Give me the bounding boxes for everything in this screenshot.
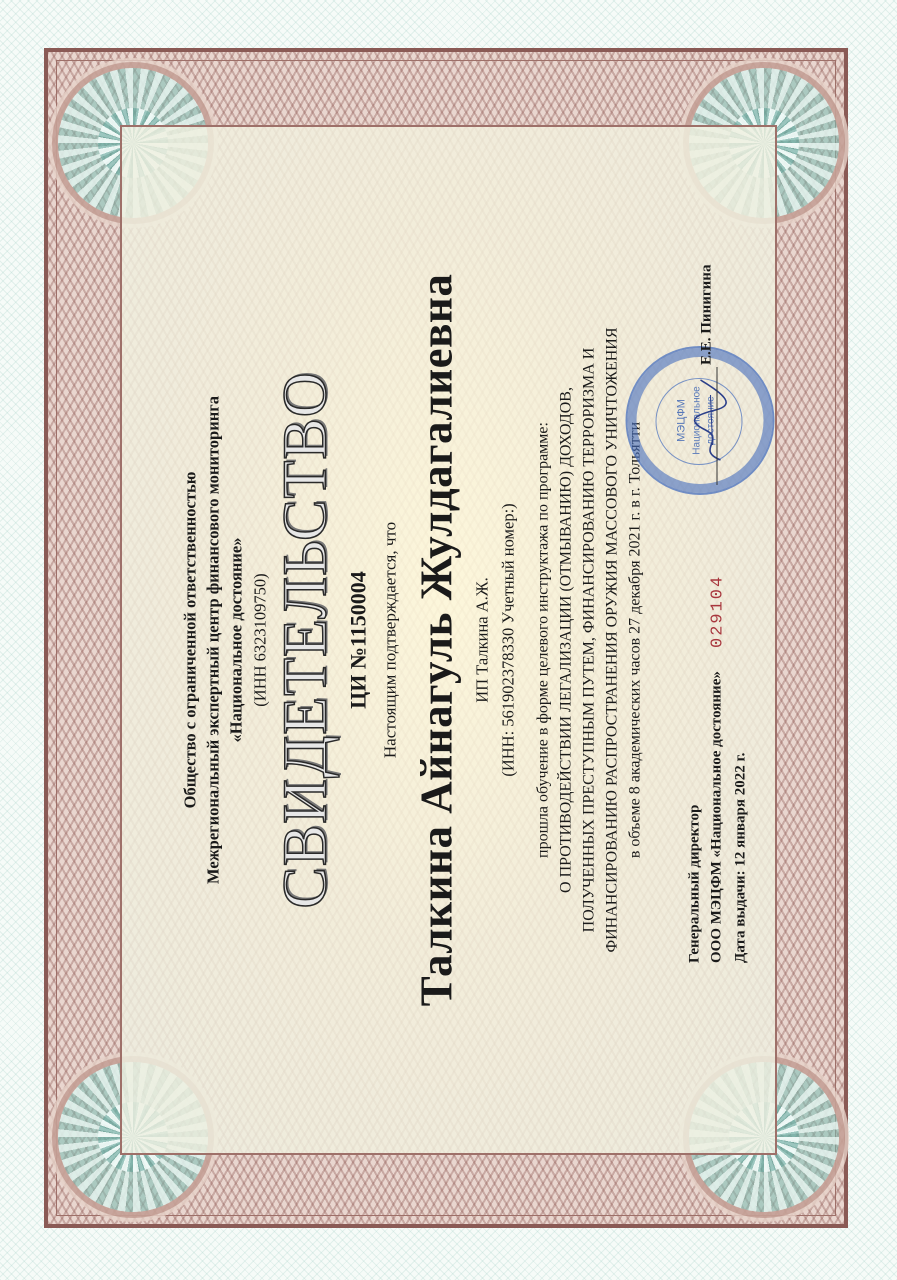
stamp-text: достояние bbox=[705, 396, 716, 445]
stamp-text: Национальное bbox=[691, 386, 702, 455]
certificate-number: ЦИ №1150004 bbox=[345, 571, 370, 709]
confirm-text: Настоящим подтверждается, что bbox=[380, 521, 399, 759]
certificate-title: СВИДЕТЕЛЬСТВО bbox=[271, 371, 339, 909]
holder-inn: (ИНН: 561902378330 Учетный номер:) bbox=[498, 503, 517, 777]
issuer-inn: (ИНН 6323109750) bbox=[250, 573, 269, 707]
program-line: прошла обучение в форме целевого инструктажа по программе: bbox=[534, 422, 551, 858]
certificate-content bbox=[120, 125, 777, 1155]
stamp-text: МЭЦФМ bbox=[675, 399, 687, 442]
signature-line bbox=[716, 367, 717, 485]
holder-company: ИП Талкина А.Ж. bbox=[472, 577, 491, 703]
holder-name: Талкина Айнагуль Жулдагалиевна bbox=[411, 273, 461, 1007]
program-line: ПОЛУЧЕННЫХ ПРЕСТУПНЫМ ПУТЕМ, ФИНАНСИРОВАНИЮ ТЕРРОРИЗМА И bbox=[580, 347, 597, 933]
signer-name: Е.Е. Пинигина bbox=[698, 264, 714, 365]
director-title: Генеральный директор bbox=[686, 804, 702, 963]
issuer-line-3: «Национальное достояние» bbox=[226, 537, 245, 743]
issue-date: Дата выдачи: 12 января 2022 г. bbox=[732, 752, 748, 963]
serial-number: 029104 bbox=[708, 574, 727, 648]
issuer-line-2: Межрегиональный экспертный центр финансового мониторинга bbox=[203, 396, 222, 884]
signature-icon bbox=[690, 375, 730, 465]
program-line: ФИНАНСИРОВАНИЮ РАСПРОСТРАНЕНИЯ ОРУЖИЯ МАССОВОГО УНИЧТОЖЕНИЯ bbox=[603, 327, 620, 953]
program-line: О ПРОТИВОДЕЙСТВИИ ЛЕГАЛИЗАЦИИ (ОТМЫВАНИЮ) ДОХОДОВ, bbox=[557, 387, 574, 893]
program-line: в объеме 8 академических часов 27 декабря 2021 г. в г. Тольятти bbox=[626, 421, 643, 859]
issuer-line-1: Общество с ограниченной ответственностью bbox=[180, 471, 199, 809]
director-org: ООО МЭЦФМ «Национальное достояние» bbox=[708, 671, 724, 963]
